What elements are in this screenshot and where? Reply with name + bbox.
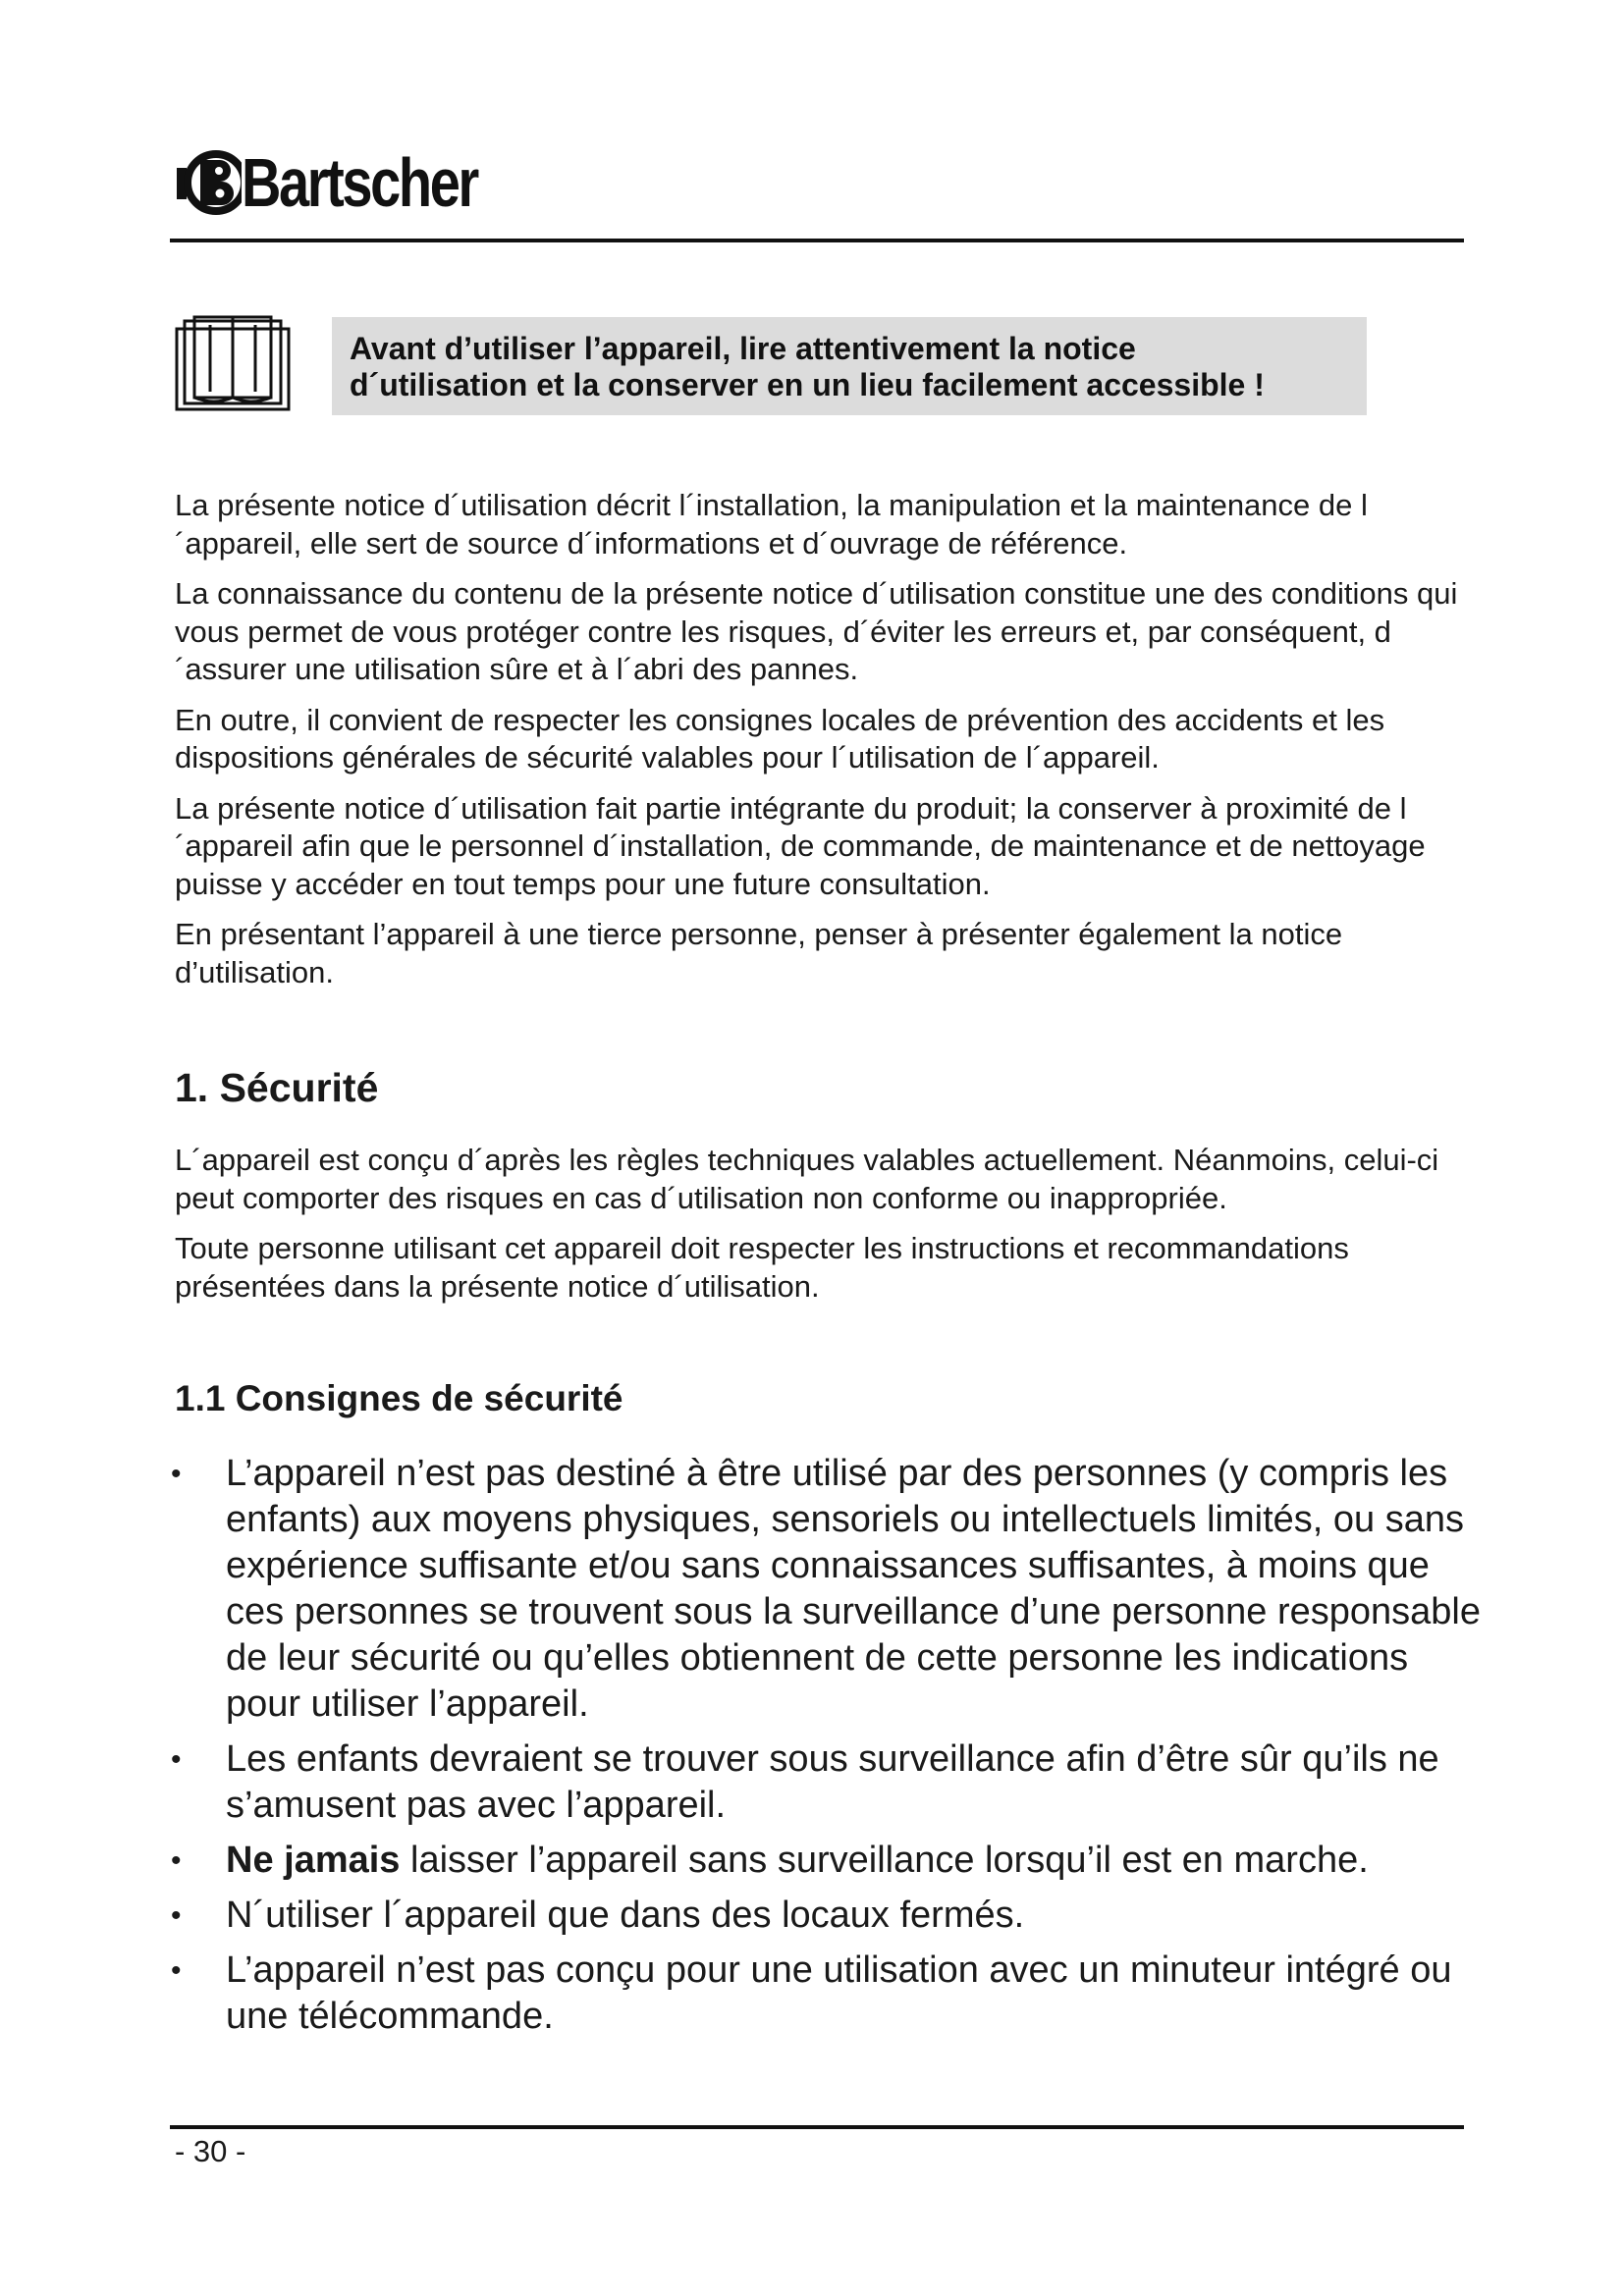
subsection-heading: 1.1 Consignes de sécurité bbox=[175, 1378, 623, 1418]
section-1-body bbox=[175, 1142, 1471, 1318]
list-item bbox=[167, 1948, 1492, 2040]
bullet-icon: • bbox=[171, 1954, 182, 1987]
list-item bbox=[167, 1838, 1492, 1884]
brand-logo bbox=[177, 133, 536, 232]
intro-paragraph: En présentant l’appareil à une tierce personne, penser à présenter également la notice d’utilisation. bbox=[175, 917, 1343, 989]
bullet-text: Les enfants devraient se trouver sous surveillance afin d’être sûr qu’ils ne s’amusent pas avec l’appareil. bbox=[226, 1738, 1439, 1826]
list-item bbox=[167, 1736, 1492, 1829]
bullet-icon: • bbox=[171, 1743, 182, 1776]
book-icon bbox=[175, 315, 291, 418]
intro-paragraph: En outre, il convient de respecter les consignes locales de prévention des accidents et les dispositions générales de sécurité valables pour l´utilisation de l´appareil. bbox=[175, 702, 1385, 774]
notice-line-2: d´utilisation et la conserver en un lieu facilement accessible ! bbox=[350, 367, 1265, 402]
notice-box bbox=[332, 317, 1367, 415]
intro-section bbox=[175, 487, 1471, 1004]
bullet-bold-text: Ne jamais bbox=[226, 1840, 401, 1881]
bullet-text: L’appareil n’est pas destiné à être utilisé par des personnes (y compris les enfants) aux moyens physiques, sensoriels ou intellectuels limités, ou sans expérience suffisante et/ou sans connaissances suffisantes, à moins que ces personnes se trouvent sous la surveillance d’une personne responsable de leur sécurité ou qu’elles obtiennent de cette personne les indications pour utiliser l’appareil. bbox=[226, 1453, 1482, 1725]
bartscher-logo-icon bbox=[177, 148, 242, 217]
list-item bbox=[167, 1893, 1492, 1939]
intro-paragraph: La présente notice d´utilisation fait partie intégrante du produit; la conserver à proximité de l´appareil afin que le personnel d´installation, de commande, de maintenance et de nettoyage puisse y accéder en tout temps pour une future consultation. bbox=[175, 790, 1426, 901]
intro-paragraph: La connaissance du contenu de la présente notice d´utilisation constitue une des conditions qui vous permet de vous protéger contre les risques, d´éviter les erreurs et, par conséquent, d´assurer une utilisation sûre et à l´abri des pannes. bbox=[175, 576, 1458, 686]
bullet-icon: • bbox=[171, 1844, 182, 1877]
bullet-icon: • bbox=[171, 1899, 182, 1932]
bullet-icon: • bbox=[171, 1458, 182, 1490]
safety-bullet-list bbox=[167, 1451, 1492, 2049]
list-item bbox=[167, 1451, 1492, 1728]
header-divider bbox=[170, 239, 1464, 242]
section-paragraph: L´appareil est conçu d´après les règles techniques valables actuellement. Néanmoins, celui-ci peut comporter des risques en cas d´utilisation non conforme ou inappropriée. bbox=[175, 1143, 1439, 1215]
intro-paragraph: La présente notice d´utilisation décrit l´installation, la manipulation et la maintenance de l´appareil, elle sert de source d´informations et d´ouvrage de référence. bbox=[175, 488, 1368, 561]
footer-divider bbox=[170, 2125, 1464, 2129]
section-paragraph: Toute personne utilisant cet appareil doit respecter les instructions et recommandations présentées dans la présente notice d´utilisation. bbox=[175, 1231, 1349, 1304]
section-heading: 1. Sécurité bbox=[175, 1065, 379, 1110]
logo-text: Bartscher bbox=[242, 144, 477, 221]
notice-line-1: Avant d’utiliser l’appareil, lire attentivement la notice bbox=[350, 331, 1136, 366]
bullet-text: laisser l’appareil sans surveillance lorsqu’il est en marche. bbox=[400, 1840, 1369, 1881]
page-number: - 30 - bbox=[175, 2134, 246, 2168]
bullet-text: L’appareil n’est pas conçu pour une utilisation avec un minuteur intégré ou une télécommande. bbox=[226, 1949, 1452, 2037]
bullet-text: N´utiliser l´appareil que dans des locaux fermés. bbox=[226, 1895, 1025, 1936]
